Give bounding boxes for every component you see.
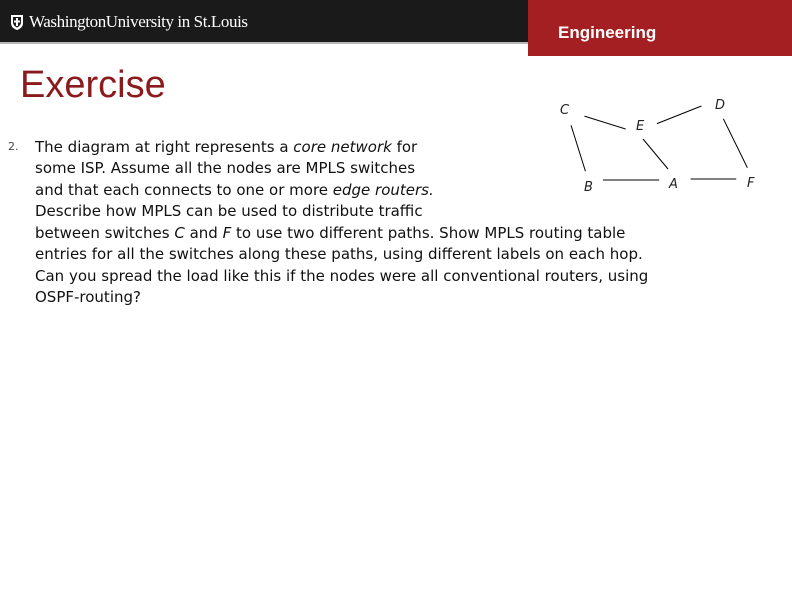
edge-e-a [643,139,668,169]
edge-c-e [584,116,632,131]
header-divider [0,42,528,44]
emphasis-text: edge routers. [332,181,434,199]
exercise-text-line [35,244,643,265]
text-segment: to use two different paths. Show MPLS routing table [231,224,626,242]
text-segment: OSPF-routing? [35,288,141,306]
node-c-label: C [560,103,570,118]
exercise-text-line [35,287,141,308]
text-segment: some ISP. Assume all the nodes are MPLS switches [35,159,416,177]
node-e-label: E [636,119,645,134]
text-segment: for [391,138,418,156]
node-f-label: F [747,176,755,191]
item-number: 2. [8,140,19,153]
exercise-text-line [35,137,417,158]
text-segment: Describe how MPLS can be used to distribute traffic [35,202,423,220]
exercise-text-line [35,223,625,244]
exercise-text-line [35,201,423,222]
shield-icon [10,14,24,31]
page-title: Exercise [20,64,166,106]
emphasis-text: core network [293,138,392,156]
text-segment: and [184,224,223,242]
node-a-label: A [669,177,678,192]
text-segment: The diagram at right represents a [35,138,294,156]
text-segment: between switches [35,224,175,242]
edge-e-d [651,103,709,126]
node-b-label: B [584,180,593,195]
edge-d-f [721,114,748,169]
emphasis-text: C [174,224,185,242]
exercise-text-line [35,180,434,201]
text-segment: Can you spread the load like this if the nodes were all conventional routers, using [35,267,649,285]
node-d-label: D [715,98,726,113]
department-label: Engineering [558,23,657,42]
network-diagram [520,80,792,210]
university-name: WashingtonUniversity in St.Louis [29,12,248,31]
university-logo [10,10,248,34]
exercise-text-line [35,158,415,179]
emphasis-text: F [222,224,232,242]
text-segment: and that each connects to one or more [35,181,333,199]
text-segment: entries for all the switches along these paths, using different labels on each hop. [35,245,643,263]
edge-c-b [570,122,586,173]
exercise-text-line [35,266,648,287]
